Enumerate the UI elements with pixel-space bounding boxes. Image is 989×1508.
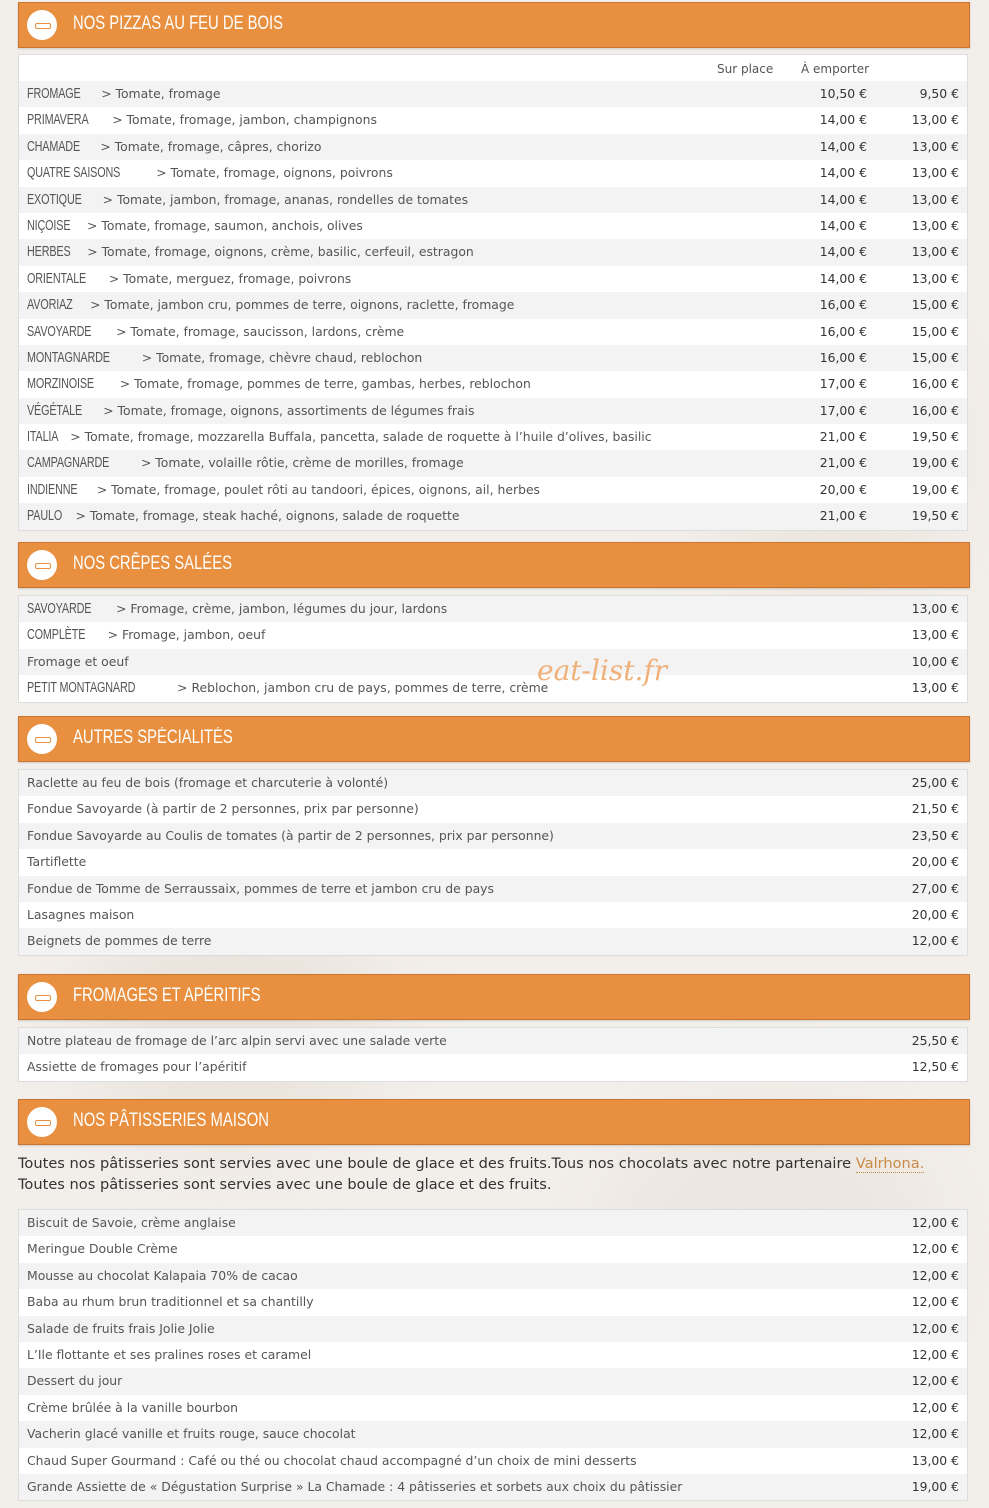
price-emporter: 16,00 € — [911, 402, 959, 418]
specialites-table — [18, 769, 968, 956]
menu-row — [19, 319, 967, 345]
menu-row — [19, 424, 967, 450]
menu-row — [19, 1316, 967, 1342]
item-name — [27, 622, 265, 648]
price-sur-place: 21,00 € — [819, 429, 867, 445]
item-name — [27, 213, 363, 239]
price-emporter: 19,50 € — [911, 508, 959, 524]
item-description: Fondue Savoyarde au Coulis de tomates (à partir de 2 personnes, prix par personne) — [27, 827, 554, 843]
item-price: 12,00 € — [911, 933, 959, 949]
menu-row — [19, 675, 967, 701]
item-name — [27, 1054, 246, 1080]
price-sur-place: 14,00 € — [819, 112, 867, 128]
menu-row — [19, 796, 967, 822]
minus-circle-icon[interactable] — [27, 724, 57, 754]
menu-row — [19, 1448, 967, 1474]
valrhona-link[interactable]: Valrhona. — [855, 1155, 925, 1172]
menu-row — [19, 823, 967, 849]
menu-row — [19, 345, 967, 371]
item-description: Crème brûlée à la vanille bourbon — [27, 1399, 239, 1415]
item-description: Biscuit de Savoie, crème anglaise — [27, 1215, 236, 1230]
item-description: > Tomate, fromage, jambon, champignons — [108, 112, 377, 128]
item-name — [27, 160, 393, 186]
patisseries-note — [18, 1153, 966, 1195]
item-title: INDIENNE — [27, 480, 78, 498]
price-emporter: 15,00 € — [911, 297, 959, 313]
item-name — [27, 1448, 637, 1474]
price-sur-place: 17,00 € — [819, 402, 867, 418]
menu-row — [19, 649, 967, 675]
item-description: Raclette au feu de bois (fromage et charcuterie à volonté) — [27, 775, 389, 790]
item-name — [27, 345, 422, 371]
item-description: > Tomate, fromage, oignons, crème, basilic, cerfeuil, estragon — [83, 244, 474, 260]
item-title: QUATRE SAISONS — [27, 164, 121, 182]
item-title: ITALIA — [27, 428, 59, 446]
item-name — [27, 1236, 178, 1262]
menu-row — [19, 187, 967, 213]
item-price: 21,50 € — [911, 801, 959, 817]
item-price: 10,00 € — [911, 653, 959, 669]
menu-row — [19, 134, 967, 160]
menu-row — [19, 902, 967, 928]
price-emporter: 13,00 € — [911, 165, 959, 181]
price-sur-place: 10,50 € — [819, 86, 867, 101]
table-column-headers — [19, 55, 967, 81]
item-name — [27, 649, 129, 675]
item-price: 25,00 € — [911, 775, 959, 790]
minus-circle-icon[interactable] — [27, 550, 57, 580]
item-title: CHAMADE — [27, 137, 80, 155]
item-name — [27, 1028, 447, 1054]
price-emporter: 19,00 € — [911, 481, 959, 497]
column-header-emporter: À emporter — [801, 62, 870, 76]
item-price: 12,00 € — [911, 1215, 959, 1230]
item-title: VÉGÉTALE — [27, 401, 83, 419]
menu-row — [19, 1342, 967, 1368]
item-name — [27, 675, 548, 701]
price-sur-place: 14,00 € — [819, 191, 867, 207]
menu-row — [19, 1421, 967, 1447]
item-price: 13,00 € — [911, 627, 959, 643]
item-description: Fromage et oeuf — [27, 653, 129, 669]
price-sur-place: 14,00 € — [819, 165, 867, 181]
item-name — [27, 371, 531, 397]
item-name — [27, 849, 86, 875]
menu-row — [19, 770, 967, 796]
item-description: Lasagnes maison — [27, 906, 135, 922]
menu-row — [19, 160, 967, 186]
item-title: SAVOYARDE — [27, 322, 92, 340]
item-name — [27, 239, 474, 265]
item-name — [27, 823, 554, 849]
section-title: NOS PIZZAS AU FEU DE BOIS — [73, 13, 284, 34]
price-emporter: 15,00 € — [911, 349, 959, 365]
patisseries-table — [18, 1209, 968, 1501]
price-sur-place: 20,00 € — [819, 481, 867, 497]
item-name — [27, 107, 377, 133]
menu-row — [19, 239, 967, 265]
menu-row — [19, 622, 967, 648]
item-price: 12,00 € — [911, 1267, 959, 1283]
item-title: ORIENTALE — [27, 269, 87, 287]
item-price: 12,50 € — [911, 1059, 959, 1075]
menu-row — [19, 1368, 967, 1394]
item-name — [27, 477, 540, 503]
item-name — [27, 928, 211, 954]
item-title: NIÇOISE — [27, 216, 71, 234]
item-price: 13,00 € — [911, 1452, 959, 1468]
price-emporter: 15,00 € — [911, 323, 959, 339]
minus-circle-icon[interactable] — [27, 1107, 57, 1137]
price-sur-place: 21,00 € — [819, 455, 867, 471]
item-description: Fondue Savoyarde (à partir de 2 personnes, prix par personne) — [27, 801, 419, 817]
item-description: > Tomate, jambon cru, pommes de terre, oignons, raclette, fromage — [86, 297, 515, 313]
item-price: 12,00 € — [911, 1373, 959, 1389]
item-description: > Fromage, crème, jambon, légumes du jour, lardons — [112, 601, 448, 616]
minus-circle-icon[interactable] — [27, 10, 57, 40]
item-name — [27, 1263, 298, 1289]
menu-row — [19, 596, 967, 622]
item-price: 25,50 € — [911, 1033, 959, 1048]
item-description: > Tomate, fromage, oignons, assortiments de légumes frais — [99, 402, 475, 418]
section-title: NOS PÂTISSERIES MAISON — [73, 1110, 269, 1131]
column-header-sur-place: Sur place — [717, 62, 774, 76]
section-header-crepes[interactable] — [18, 542, 970, 588]
item-name — [27, 503, 459, 529]
item-name — [27, 1421, 356, 1447]
item-name — [27, 398, 474, 424]
minus-circle-icon[interactable] — [27, 982, 57, 1012]
price-sur-place: 14,00 € — [819, 217, 867, 233]
menu-row — [19, 371, 967, 397]
item-price: 12,00 € — [911, 1320, 959, 1336]
item-description: Assiette de fromages pour l’apéritif — [27, 1059, 247, 1075]
price-sur-place: 16,00 € — [819, 323, 867, 339]
item-description: > Fromage, jambon, oeuf — [103, 627, 266, 643]
price-emporter: 13,00 € — [911, 191, 959, 207]
price-sur-place: 14,00 € — [819, 244, 867, 260]
menu-row — [19, 503, 967, 529]
item-description: Salade de fruits frais Jolie Jolie — [27, 1320, 215, 1336]
item-description: > Tomate, volaille rôtie, crème de morilles, fromage — [137, 455, 464, 471]
crepes-table — [18, 595, 968, 703]
menu-row — [19, 81, 967, 107]
item-title: CAMPAGNARDE — [27, 454, 110, 472]
item-price: 20,00 € — [911, 854, 959, 870]
item-price: 27,00 € — [911, 880, 959, 896]
item-description: Vacherin glacé vanille et fruits rouge, sauce chocolat — [27, 1426, 356, 1442]
menu-row — [19, 928, 967, 954]
menu-row — [19, 1210, 967, 1236]
price-sur-place: 14,00 € — [819, 270, 867, 286]
menu-row — [19, 292, 967, 318]
item-title: PAULO — [27, 507, 63, 525]
item-name — [27, 292, 514, 318]
section-title: NOS CRÊPES SALÉES — [73, 553, 232, 574]
fromages-table — [18, 1027, 968, 1082]
menu-row — [19, 1289, 967, 1315]
item-price: 20,00 € — [911, 906, 959, 922]
item-description: > Tomate, fromage, oignons, poivrons — [152, 165, 393, 181]
item-description: Dessert du jour — [27, 1373, 123, 1389]
menu-row — [19, 876, 967, 902]
item-description: Baba au rhum brun traditionnel et sa chantilly — [27, 1294, 314, 1310]
item-name — [27, 770, 388, 796]
pizzas-table — [18, 54, 968, 531]
menu-row — [19, 1395, 967, 1421]
price-sur-place: 14,00 € — [819, 138, 867, 154]
menu-row — [19, 107, 967, 133]
item-name — [27, 319, 404, 345]
price-sur-place: 16,00 € — [819, 297, 867, 313]
item-name — [27, 1474, 682, 1500]
section-header-specialites[interactable] — [18, 716, 970, 762]
watermark: eat-list.fr — [537, 654, 668, 687]
item-name — [27, 1395, 238, 1421]
item-description: > Tomate, jambon, fromage, ananas, rondelles de tomates — [98, 191, 469, 207]
item-name — [27, 876, 494, 902]
menu-row — [19, 1054, 967, 1080]
item-title: FROMAGE — [27, 85, 81, 102]
menu-row — [19, 477, 967, 503]
price-emporter: 13,00 € — [911, 244, 959, 260]
menu-row — [19, 849, 967, 875]
item-description: Grande Assiette de « Dégustation Surprise » La Chamade : 4 pâtisseries et sorbets aux choix du pâtissier — [27, 1478, 683, 1494]
note-text: Toutes nos pâtisseries sont servies avec une boule de glace et des fruits. — [18, 1176, 552, 1193]
item-description: Chaud Super Gourmand : Café ou thé ou chocolat chaud accompagné d’un choix de mini desserts — [27, 1452, 637, 1468]
item-description: > Tomate, fromage, chèvre chaud, reblochon — [137, 349, 423, 365]
item-name — [27, 134, 321, 160]
item-price: 12,00 € — [911, 1241, 959, 1257]
item-description: Tartiflette — [27, 854, 87, 870]
item-name — [27, 187, 468, 213]
item-description: > Tomate, fromage, mozzarella Buffala, pancetta, salade de roquette à l’huile d’olives, basilic — [66, 429, 652, 445]
item-price: 13,00 € — [911, 601, 959, 616]
item-price: 23,50 € — [911, 827, 959, 843]
item-title: AVORIAZ — [27, 296, 73, 314]
item-name — [27, 1210, 236, 1236]
item-name — [27, 1342, 311, 1368]
section-header-patisseries[interactable] — [18, 1099, 970, 1145]
section-header-fromages[interactable] — [18, 974, 970, 1020]
item-name — [27, 1316, 215, 1342]
item-description: > Tomate, fromage — [97, 86, 221, 101]
section-title: FROMAGES ET APÉRITIFS — [73, 985, 261, 1006]
price-sur-place: 17,00 € — [819, 376, 867, 392]
menu-row — [19, 266, 967, 292]
item-name — [27, 424, 652, 450]
item-title: MONTAGNARDE — [27, 348, 110, 366]
item-description: Meringue Double Crème — [27, 1241, 178, 1257]
item-description: Fondue de Tomme de Serraussaix, pommes de terre et jambon cru de pays — [27, 880, 494, 896]
item-name — [27, 1368, 122, 1394]
menu-row — [19, 213, 967, 239]
item-description: L’Ile flottante et ses pralines roses et caramel — [27, 1346, 312, 1362]
item-title: COMPLÈTE — [27, 626, 86, 644]
item-description: > Tomate, fromage, steak haché, oignons, salade de roquette — [71, 508, 460, 524]
price-emporter: 9,50 € — [919, 86, 959, 101]
note-text: Toutes nos pâtisseries sont servies avec une boule de glace et des fruits.Tous nos chocolats avec notre partenaire — [18, 1155, 856, 1172]
item-description: Beignets de pommes de terre — [27, 933, 212, 949]
price-emporter: 19,50 € — [911, 429, 959, 445]
item-title: HERBES — [27, 243, 71, 261]
item-description: > Tomate, fromage, saucisson, lardons, crème — [112, 323, 405, 339]
item-title: MORZINOISE — [27, 375, 94, 393]
item-name — [27, 902, 134, 928]
item-name — [27, 1289, 314, 1315]
item-description: Notre plateau de fromage de l’arc alpin servi avec une salade verte — [27, 1033, 447, 1048]
item-description: > Tomate, merguez, fromage, poivrons — [104, 270, 352, 286]
item-price: 19,00 € — [911, 1478, 959, 1494]
price-emporter: 16,00 € — [911, 376, 959, 392]
item-name — [27, 796, 419, 822]
menu-row — [19, 1236, 967, 1262]
item-name — [27, 266, 351, 292]
menu-row — [19, 398, 967, 424]
item-title: EXOTIQUE — [27, 190, 82, 208]
price-emporter: 13,00 € — [911, 217, 959, 233]
item-price: 12,00 € — [911, 1399, 959, 1415]
price-emporter: 13,00 € — [911, 138, 959, 154]
item-name — [27, 450, 464, 476]
item-price: 12,00 € — [911, 1294, 959, 1310]
item-description: Mousse au chocolat Kalapaia 70% de cacao — [27, 1267, 298, 1283]
item-description: > Tomate, fromage, poulet rôti au tandoori, épices, oignons, ail, herbes — [92, 481, 541, 497]
price-emporter: 19,00 € — [911, 455, 959, 471]
price-sur-place: 16,00 € — [819, 349, 867, 365]
item-price: 13,00 € — [911, 680, 959, 696]
item-description: > Tomate, fromage, câpres, chorizo — [96, 138, 322, 154]
menu-row — [19, 450, 967, 476]
item-price: 12,00 € — [911, 1346, 959, 1362]
menu-row — [19, 1028, 967, 1054]
item-description: > Reblochon, jambon cru de pays, pommes de terre, crème — [173, 680, 549, 696]
section-header-pizzas[interactable] — [18, 2, 970, 48]
price-emporter: 13,00 € — [911, 112, 959, 128]
item-price: 12,00 € — [911, 1426, 959, 1442]
price-emporter: 13,00 € — [911, 270, 959, 286]
section-title: AUTRES SPÉCIALITÉS — [73, 727, 233, 748]
menu-row — [19, 1263, 967, 1289]
item-title: SAVOYARDE — [27, 600, 92, 617]
item-description: > Tomate, fromage, pommes de terre, gambas, herbes, reblochon — [115, 376, 531, 392]
item-name — [27, 596, 447, 622]
menu-row — [19, 1474, 967, 1500]
item-name — [27, 81, 221, 107]
item-description: > Tomate, fromage, saumon, anchois, olives — [83, 217, 363, 233]
price-sur-place: 21,00 € — [819, 508, 867, 524]
item-title: PETIT MONTAGNARD — [27, 679, 136, 697]
item-title: PRIMAVERA — [27, 111, 89, 129]
